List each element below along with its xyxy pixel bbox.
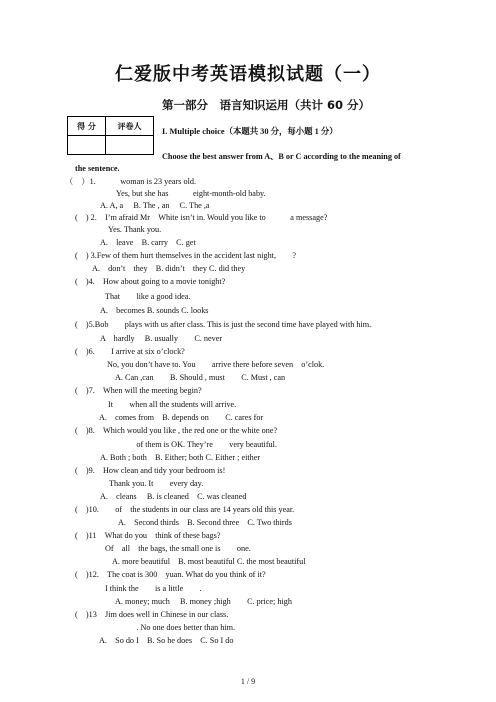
question-line: A. comes from B. depends on C. cares for: [99, 413, 264, 422]
question-line: ( ) 3.Few of them hurt themselves in the accident last night, ?: [75, 251, 297, 260]
question-line: A. money; much B. money ;high C. price; high: [115, 597, 292, 606]
question-line: That like a good idea.: [105, 292, 191, 301]
question-line: ( )5.Bob plays with us after class. This is just the second time have played with him.: [75, 320, 372, 329]
score-box: [67, 116, 154, 155]
question-line: No, you don’t have to. You arrive there before seven o’clok.: [107, 360, 325, 369]
section-heading: I. Multiple choice（本题共 30 分，每小题 1 分）: [162, 127, 338, 136]
question-line: ( )12. The coat is 300 yuan. What do you think of it?: [75, 570, 266, 579]
question-line: . No one does better than him.: [120, 623, 236, 632]
instruction-line-2: the sentence.: [75, 164, 120, 173]
question-line: Of all the bags, the small one is one.: [105, 544, 251, 553]
question-line: ( ) 2. I’m afraid Mr White isn’t in. Would you like to a message?: [75, 213, 328, 222]
question-line: A. leave B. carry C. get: [100, 238, 196, 247]
question-line: A. A, a B. The , an C. The ,a: [100, 201, 210, 210]
question-line: A. don’t they B. didn’t they C. did they: [92, 264, 246, 273]
question-line: ( )6. I arrive at six o’clock?: [75, 347, 185, 356]
question-line: A hardly B. usually C. never: [100, 334, 223, 343]
question-line: A. cleans B. is cleaned C. was cleaned: [100, 492, 247, 501]
question-line: ( )10. of the students in our class are 14 years old this year.: [75, 505, 295, 514]
instruction-line-1: Choose the best answer from A、B or C according to the meaning of: [162, 152, 401, 161]
question-line: A. becomes B. sounds C. looks: [100, 306, 209, 315]
score-label: 得 分: [68, 117, 106, 136]
question-line: Yes, but she has eight-month-old baby.: [116, 189, 266, 198]
page-number: 1 / 9: [240, 677, 256, 686]
question-line: ( )9. How clean and tidy your bedroom is!: [75, 466, 226, 475]
question-line: ( )7. When will the meeting begin?: [75, 386, 202, 395]
question-line: It when all the students will arrive.: [108, 400, 237, 409]
exam-title: 仁爱版中考英语模拟试题（一）: [115, 64, 381, 85]
question-line: I think the is a little .: [105, 584, 202, 593]
question-line: ( )8. Which would you like , the red one or the white one?: [75, 426, 278, 435]
grader-label: 评卷人: [106, 117, 154, 136]
question-line: A. more beautiful B. most beautiful C. the most beautiful: [112, 557, 306, 566]
question-line: ( )11 What do you think of these bags?: [75, 531, 221, 540]
part-heading: 第一部分 语言知识运用（共计 60 分）: [162, 98, 371, 112]
question-line: Yes. Thank you.: [108, 225, 162, 234]
question-line: of them is OK. They’re very beautiful.: [120, 440, 277, 449]
question-line: Thank you. It every day.: [109, 479, 204, 488]
question-line: ( )4. How about going to a movie tonight?: [75, 277, 226, 286]
question-line: A. Second thirds B. Second three C. Two thirds: [118, 518, 292, 527]
question-line: A. Both ; both B. Either; both C. Either ; either: [100, 453, 261, 462]
question-line: ( )13 Jim does well in Chinese in our class.: [75, 610, 229, 619]
question-line: （ ）1. woman is 23 years old.: [65, 177, 196, 186]
question-line: A. Can ,can B. Should , must C. Must , can: [115, 373, 286, 382]
grader-cell: [106, 136, 154, 155]
question-line: A. So do I B. So he does C. So I do: [99, 636, 234, 645]
score-cell: [68, 136, 106, 155]
